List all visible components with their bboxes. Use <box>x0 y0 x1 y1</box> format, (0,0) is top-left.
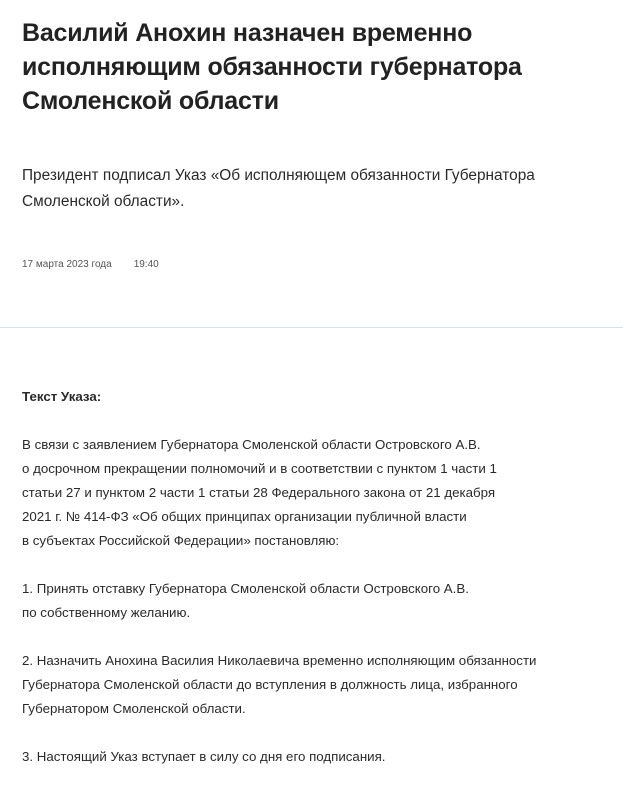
text-line: В связи с заявлением Губернатора Смоленской области Островского А.В. <box>22 437 481 452</box>
text-line: о досрочном прекращении полномочий и в соответствии с пунктом 1 части 1 <box>22 461 497 476</box>
decree-label: Текст Указа: <box>22 389 102 404</box>
text-line: статьи 27 и пунктом 2 части 1 статьи 28 Федерального закона от 21 декабря <box>22 485 496 500</box>
text-line: 1. Принять отставку Губернатора Смоленской области Островского А.В. <box>22 581 469 596</box>
text-line: 2. Назначить Анохина Василия Николаевича временно исполняющим обязанности <box>22 653 537 668</box>
decree-item-2 <box>22 649 612 721</box>
article-header <box>0 0 623 270</box>
text-line: в субъектах Российской Федерации» постановляю: <box>22 533 340 548</box>
text-line: по собственному желанию. <box>22 605 191 620</box>
text-line: 3. Настоящий Указ вступает в силу со дня его подписания. <box>22 749 386 764</box>
decree-item-1 <box>22 577 612 625</box>
publish-date: 17 марта 2023 года <box>22 259 112 270</box>
section-divider <box>0 327 623 328</box>
article-meta <box>22 259 601 270</box>
article-title: Василий Анохин назначен временно исполняющим обязанности губернатора Смоленской области <box>22 19 522 115</box>
text-line: Губернатором Смоленской области. <box>22 701 246 716</box>
publish-time: 19:40 <box>133 259 159 270</box>
decree-item-3 <box>22 745 612 769</box>
text-line: Губернатора Смоленской области до вступления в должность лица, избранного <box>22 677 518 692</box>
text-line: 2021 г. № 414-ФЗ «Об общих принципах организации публичной власти <box>22 509 467 524</box>
article-lead: Президент подписал Указ «Об исполняющем обязанности Губернатора Смоленской области». <box>22 167 535 210</box>
decree-intro <box>22 433 612 553</box>
decree-text <box>22 385 612 793</box>
